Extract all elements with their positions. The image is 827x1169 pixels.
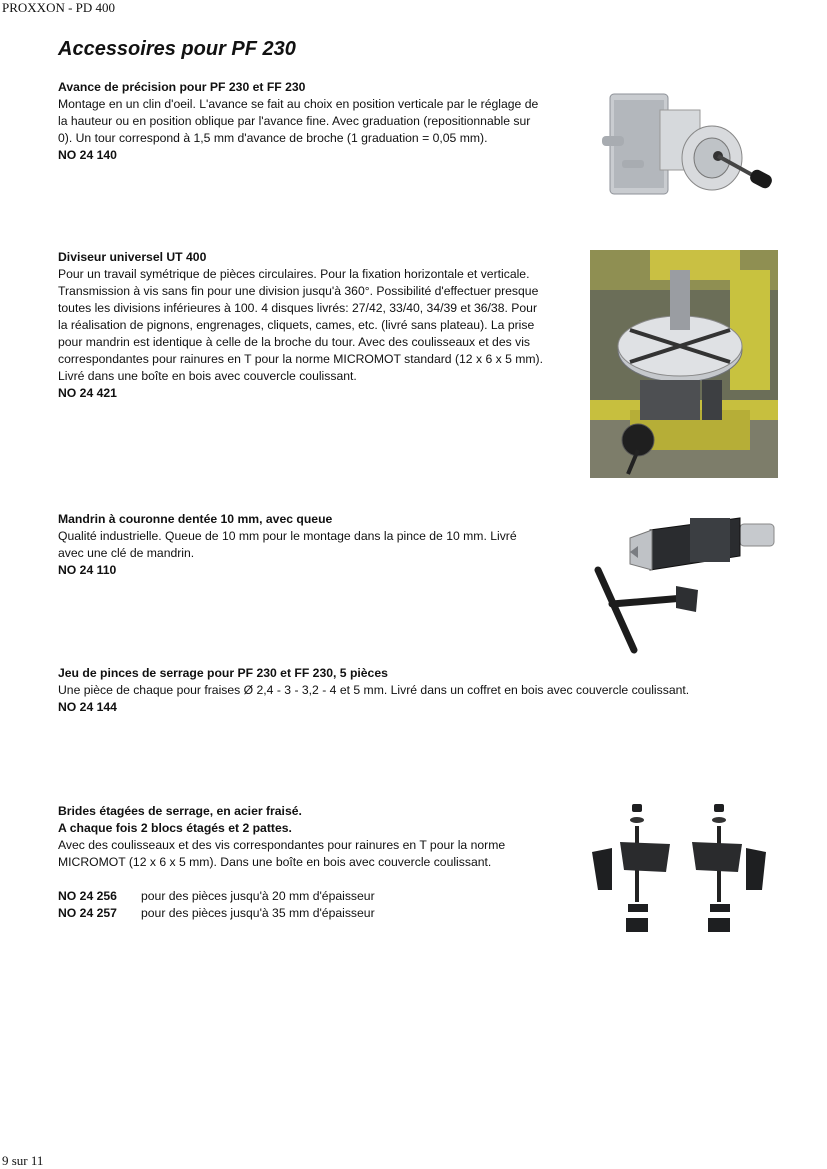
precision-feed-unit-photo: [600, 90, 780, 200]
page-title: Accessoires pour PF 230: [58, 38, 296, 60]
product-reference: NO 24 110: [58, 563, 117, 577]
section-collet-set: [58, 665, 689, 716]
section-step-clamps: [58, 803, 505, 922]
page-header: PROXXON - PD 400: [2, 0, 116, 15]
body-line: toutes les divisions inférieures à 100. 4 disques livrés: 27/42, 33/40, 34/39 et 36/38. Pour: [58, 301, 537, 315]
product-reference: NO 24 144: [58, 700, 117, 714]
section-heading: Diviseur universel UT 400: [58, 250, 207, 264]
body-line: Avec des coulisseaux et des vis correspondantes pour rainures en T pour la norme: [58, 838, 506, 852]
product-reference: NO 24 421: [58, 386, 117, 400]
product-reference: NO 24 140: [58, 148, 117, 162]
section-heading: A chaque fois 2 blocs étagés et 2 pattes.: [58, 821, 292, 835]
section-heading: Brides étagées de serrage, en acier fraisé.: [58, 804, 302, 818]
body-line: Une pièce de chaque pour fraises Ø 2,4 - 3 - 3,2 - 4 et 5 mm. Livré dans un coffret en bois avec couvercle coulissant.: [58, 683, 690, 697]
body-line: Transmission à vis sans fin pour une division jusqu'à 360°. Possibilité d'effectuer presque: [58, 284, 539, 298]
body-line: la réalisation de pignons, engrenages, cliquets, cames, etc. (livré sans plateau). La prise: [58, 318, 535, 332]
section-precision-feed: [58, 79, 538, 164]
product-reference: NO 24 256: [58, 889, 117, 903]
product-reference: NO 24 257: [58, 906, 117, 920]
drill-chuck-photo: [590, 512, 780, 660]
section-heading: Avance de précision pour PF 230 et FF 230: [58, 80, 306, 94]
section-drill-chuck: [58, 511, 517, 579]
reference-description: pour des pièces jusqu'à 35 mm d'épaisseur: [141, 906, 375, 920]
reference-row: [58, 888, 505, 905]
body-line: MICROMOT (12 x 6 x 5 mm). Dans une boîte en bois avec couvercle coulissant.: [58, 855, 492, 869]
body-line: 0). Un tour correspond à 1,5 mm d'avance de broche (1 graduation = 0,05 mm).: [58, 131, 488, 145]
body-line: correspondantes pour rainures en T pour la norme MICROMOT standard (12 x 6 x 5 mm).: [58, 352, 543, 366]
body-line: Pour un travail symétrique de pièces circulaires. Pour la fixation horizontale et verticale.: [58, 267, 530, 281]
body-line: Livré dans une boîte en bois avec couvercle coulissant.: [58, 369, 357, 383]
step-clamps-photo: [590, 800, 770, 938]
reference-description: pour des pièces jusqu'à 20 mm d'épaisseur: [141, 889, 375, 903]
body-line: pour mandrin est identique à celle de la broche du tour. Avec des coulisseaux et des vis: [58, 335, 530, 349]
section-heading: Jeu de pinces de serrage pour PF 230 et FF 230, 5 pièces: [58, 666, 388, 680]
section-dividing-head: [58, 249, 543, 402]
body-line: Montage en un clin d'oeil. L'avance se fait au choix en position verticale par le réglage de: [58, 97, 539, 111]
section-heading: Mandrin à couronne dentée 10 mm, avec queue: [58, 512, 333, 526]
dividing-head-photo: [590, 250, 778, 478]
reference-row: [58, 905, 505, 922]
page-footer: 9 sur 11: [2, 1153, 44, 1168]
body-line: Qualité industrielle. Queue de 10 mm pour le montage dans la pince de 10 mm. Livré: [58, 529, 517, 543]
body-line: la hauteur ou en position oblique par l'avance fine. Avec graduation (repositionnable sur: [58, 114, 531, 128]
body-line: avec une clé de mandrin.: [58, 546, 195, 560]
